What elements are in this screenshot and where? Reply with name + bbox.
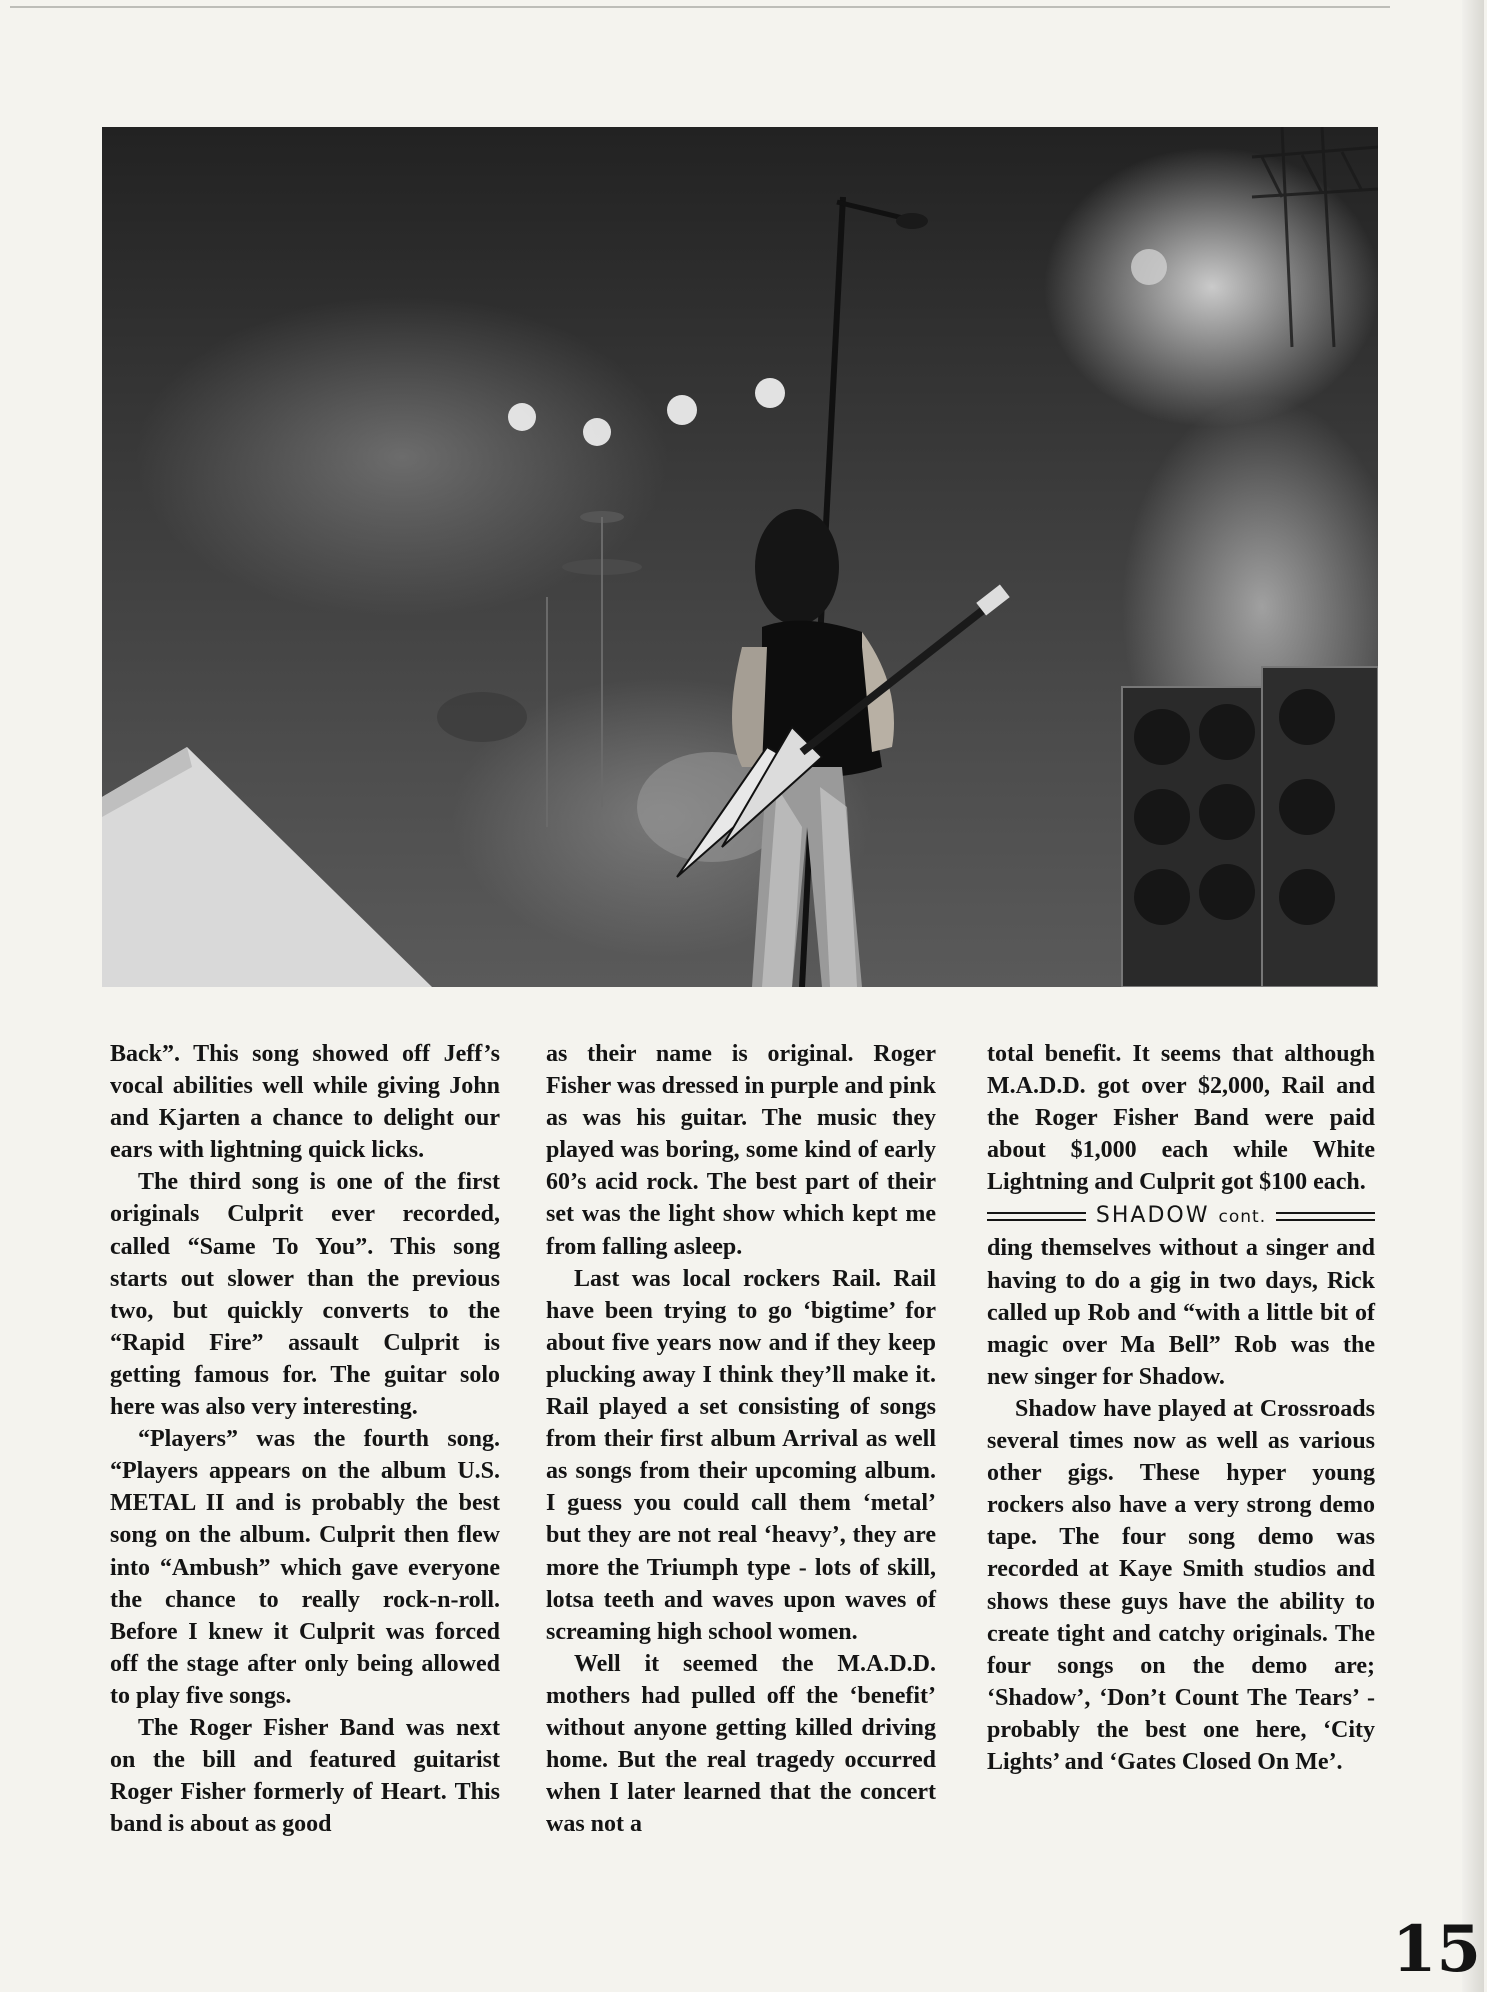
paragraph: total benefit. It seems that although M.A.D.D. got over $2,000, Rail and the Roger Fisher Band were paid about $1,000 each while White Lightning and Culprit got $100 each. — [987, 1041, 1375, 1196]
paragraph: ding themselves without a singer and having to do a gig in two days, Rick called up Rob and “with a little bit of magic over Ma Bell” Rob was the new singer for Shadow. — [987, 1235, 1375, 1390]
paragraph: Well it seemed the M.A.D.D. mothers had pulled off the ‘benefit’ without anyone getting killed driving home. But the real tragedy occurred when I later learned that the concert was not a — [546, 1650, 936, 1838]
shadow-continued-divider — [987, 1204, 1375, 1228]
divider-suffix: cont. — [1218, 1206, 1267, 1227]
article-column-1 — [110, 1038, 500, 1840]
paragraph: as their name is original. Roger Fisher was dressed in purple and pink as was his guitar. The music they played was boring, some kind of early 60’s acid rock. The best part of their set was the light show which kept me from falling asleep. — [546, 1041, 936, 1260]
article-column-2 — [546, 1038, 936, 1840]
concert-photo — [102, 127, 1378, 987]
guitarist-on-stage-icon — [102, 127, 1378, 987]
divider-rule — [987, 1212, 1086, 1221]
paragraph: Last was local rockers Rail. Rail have been trying to go ‘bigtime’ for about five years now and if they keep plucking away I think they’ll make it. Rail played a set consisting of songs from their first album Arrival as well as songs from their upcoming album. I guess you could call them ‘metal’ but they are not real ‘heavy’, they are more the Triumph type - lots of skill, lotsa teeth and waves upon waves of screaming high school women. — [546, 1265, 936, 1645]
divider-label — [1086, 1200, 1276, 1233]
paragraph: “Players” was the fourth song. “Players appears on the album U.S. METAL II and is probably the best song on the album. Culprit then flew into “Ambush” which gave everyone the chance to really rock-n-roll. Before I knew it Culprit was forced off the stage after only being allowed to play five songs. — [110, 1426, 500, 1709]
paragraph: The third song is one of the first originals Culprit ever recorded, called “Same To You”. This song starts out slower than the previous two, but quickly converts to the “Rapid Fire” assault Culprit is getting famous for. The guitar solo here was also very interesting. — [110, 1169, 500, 1421]
paragraph: Shadow have played at Crossroads several times now as well as various other gigs. These hyper young rockers also have a very strong demo tape. The four song demo was recorded at Kaye Smith studios and shows these guys have the ability to create tight and catchy originals. The four songs on the demo are; ‘Shadow’, ‘Don’t Count The Tears’ - probably the best one here, ‘City Lights’ and ‘Gates Closed On Me’. — [987, 1395, 1375, 1775]
page-top-edge — [10, 6, 1390, 8]
article-column-3 — [987, 1038, 1375, 1778]
paragraph: The Roger Fisher Band was next on the bill and featured guitarist Roger Fisher formerly of Heart. This band is about as good — [110, 1714, 500, 1838]
divider-rule — [1276, 1212, 1375, 1221]
page-right-edge — [1462, 0, 1484, 1992]
divider-label-text: SHADOW — [1095, 1202, 1210, 1228]
page-number: 15 — [1392, 1912, 1482, 1987]
paragraph: Back”. This song showed off Jeff’s vocal abilities well while giving John and Kjarten a chance to delight our ears with lightning quick licks. — [110, 1041, 500, 1164]
